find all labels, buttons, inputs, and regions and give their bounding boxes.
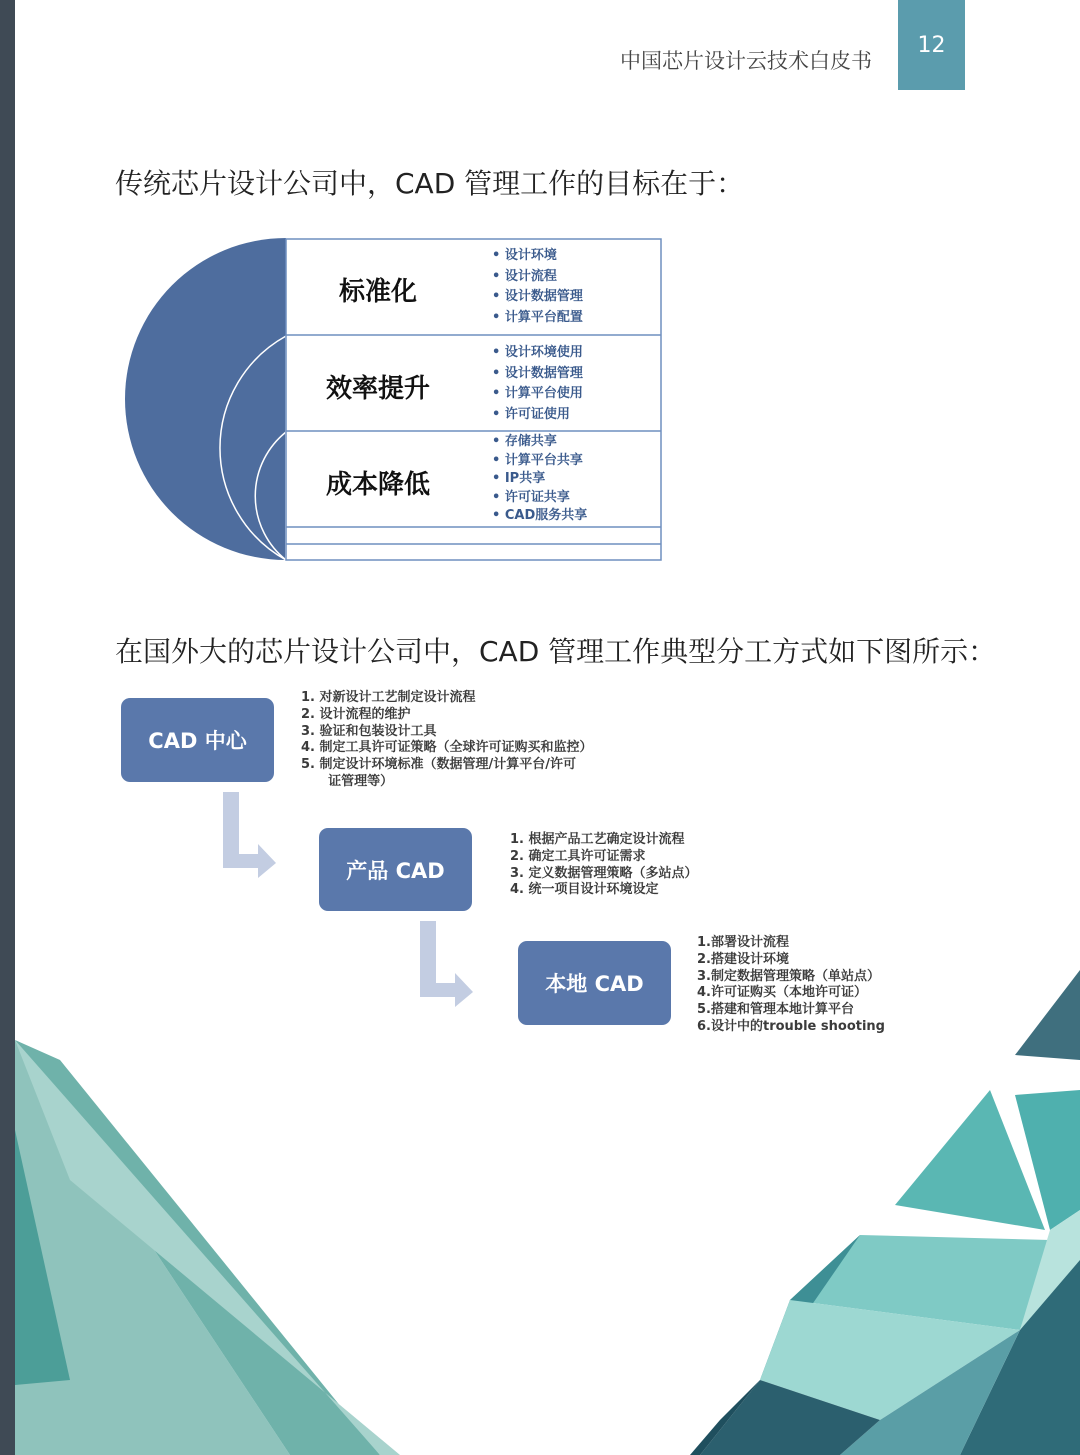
list-item: • IP共享 <box>492 470 587 489</box>
section2-intro: 在国外大的芯片设计公司中，CAD 管理工作典型分工方式如下图所示： <box>115 635 997 668</box>
list-item: 2. 确定工具许可证需求 <box>510 848 646 864</box>
goal-label-efficiency: 效率提升 <box>325 374 430 404</box>
goal-items-cost <box>492 433 587 526</box>
goal-items-standardization <box>492 246 583 328</box>
list-item: • 设计数据管理 <box>492 287 583 308</box>
list-item: 2. 设计流程的维护 <box>301 706 411 722</box>
list-item: • 设计环境 <box>492 246 583 267</box>
list-item: 1.部署设计流程 <box>697 935 789 950</box>
list-item: 4. 制定工具许可证策略（全球许可证购买和监控） <box>301 740 593 756</box>
list-item: • 设计数据管理 <box>492 364 583 385</box>
role-box-local-cad: 本地 CAD <box>518 941 671 1025</box>
list-item: 5. 制定设计环境标准（数据管理/计算平台/许可 <box>301 757 577 773</box>
list-item: 5.搭建和管理本地计算平台 <box>697 1002 854 1018</box>
list-item: 1. 根据产品工艺确定设计流程 <box>510 832 685 847</box>
cad-goals-diagram <box>125 238 665 563</box>
list-item: 2.搭建设计环境 <box>697 951 789 967</box>
list-item: 6.设计中的trouble shooting <box>697 1018 885 1034</box>
list-item: 4.许可证购买（本地许可证） <box>697 985 867 1001</box>
section1-intro: 传统芯片设计公司中，CAD 管理工作的目标在于： <box>115 167 745 200</box>
list-item: 3. 定义数据管理策略（多站点） <box>510 865 698 881</box>
goal-label-standardization: 标准化 <box>338 277 417 307</box>
list-item: • 设计流程 <box>492 267 583 288</box>
role-tasks-cad-center <box>301 690 593 791</box>
page-number: 12 <box>898 0 965 90</box>
goal-items-efficiency <box>492 343 583 425</box>
flow-arrow-icon <box>419 921 475 1007</box>
list-item: • 存储共享 <box>492 433 587 452</box>
goal-label-cost: 成本降低 <box>325 470 430 500</box>
list-item: • 设计环境使用 <box>492 343 583 364</box>
list-item: • CAD服务共享 <box>492 507 587 526</box>
flow-arrow-icon <box>222 792 278 878</box>
role-tasks-product-cad <box>510 832 698 899</box>
list-item: 1. 对新设计工艺制定设计流程 <box>301 690 476 705</box>
list-item: • 计算平台配置 <box>492 308 583 329</box>
role-box-product-cad: 产品 CAD <box>319 828 472 911</box>
role-box-cad-center: CAD 中心 <box>121 698 274 782</box>
list-item: • 计算平台使用 <box>492 384 583 405</box>
list-item: 3. 验证和包装设计工具 <box>301 723 437 739</box>
list-item: • 许可证共享 <box>492 489 587 508</box>
list-item: 3.制定数据管理策略（单站点） <box>697 968 880 984</box>
document-title: 中国芯片设计云技术白皮书 <box>620 49 872 73</box>
list-item: • 许可证使用 <box>492 405 583 426</box>
list-item: 4. 统一项目设计环境设定 <box>510 882 659 898</box>
left-accent-bar <box>0 0 15 1455</box>
list-item: 证管理等） <box>301 773 394 789</box>
list-item: • 计算平台共享 <box>492 452 587 471</box>
role-tasks-local-cad <box>697 935 885 1036</box>
